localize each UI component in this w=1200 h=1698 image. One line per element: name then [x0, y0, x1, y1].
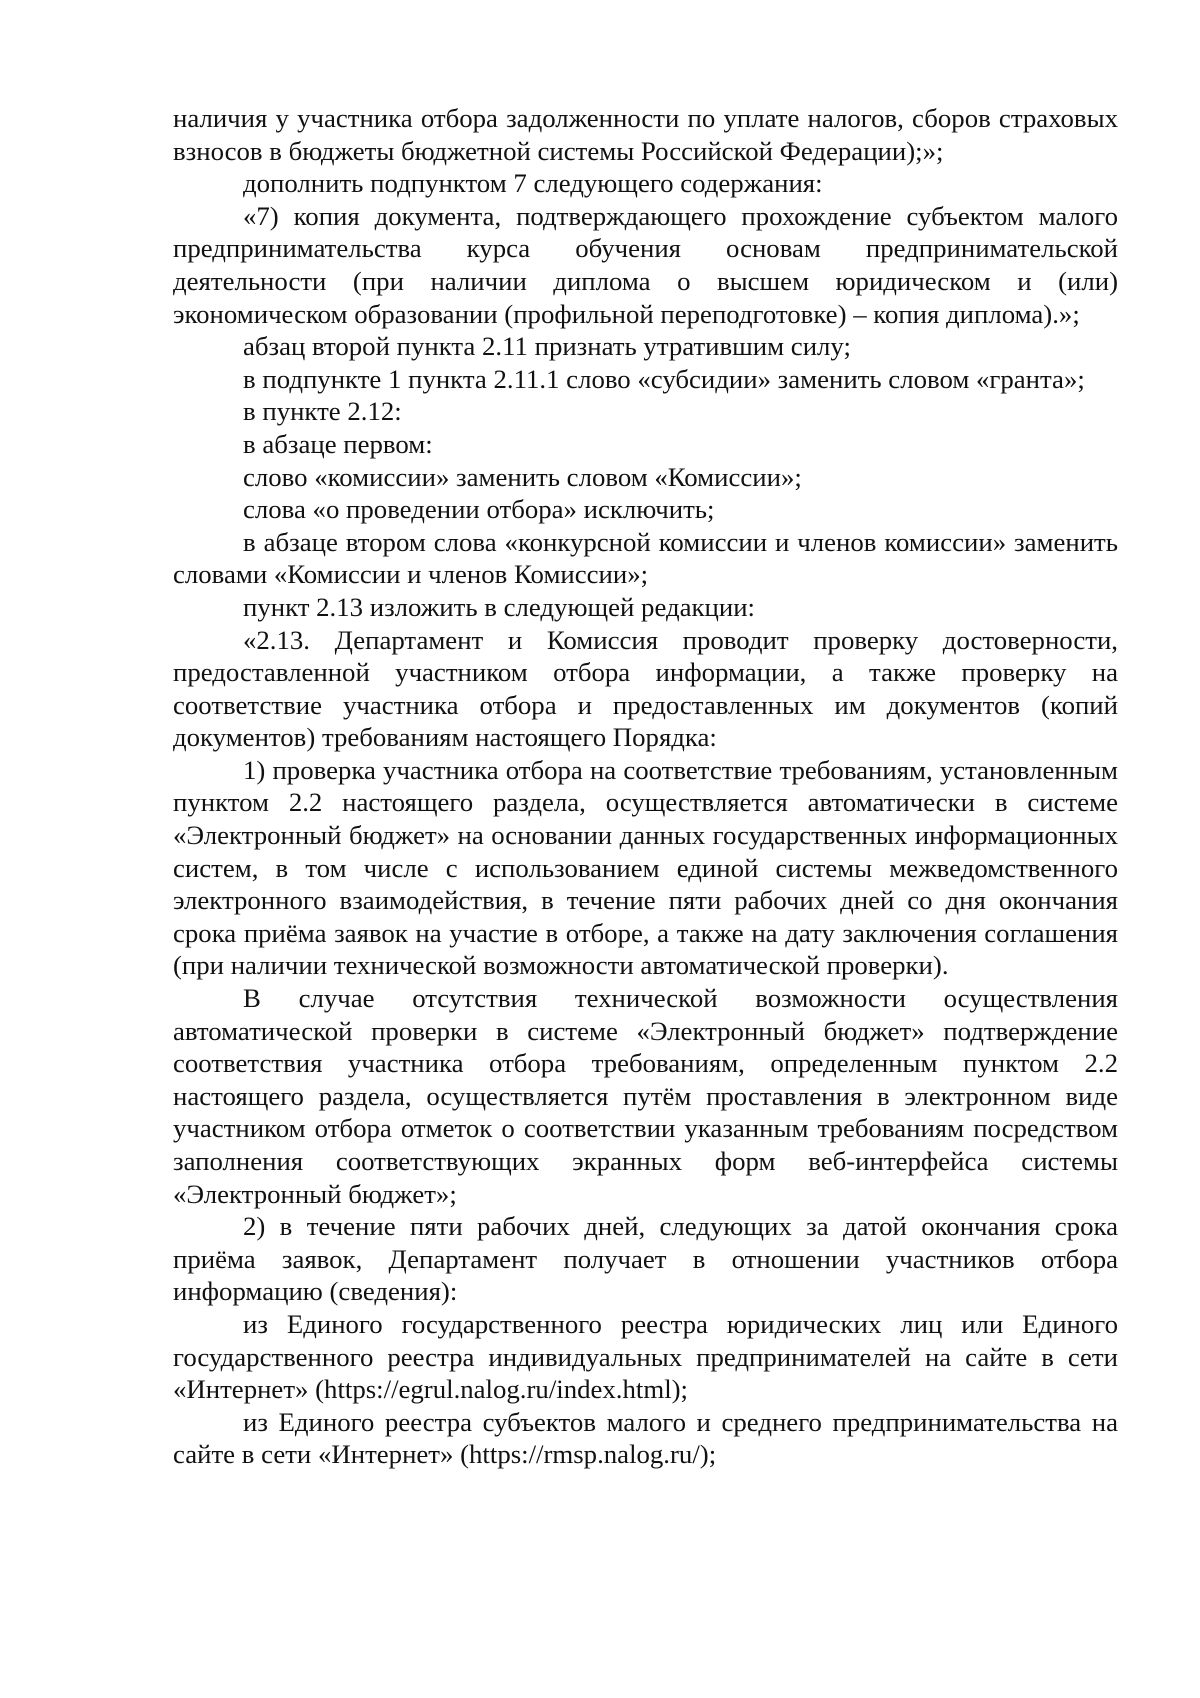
paragraph-replace-komissii: слово «комиссии» заменить словом «Комиссии»; [243, 461, 802, 492]
paragraph-item-2-13-new-wording: пункт 2.13 изложить в следующей редакции: [243, 591, 755, 622]
paragraph-second-abzac: в абзаце втором слова «конкурсной комиссии и членов комиссии» заменить словами «Комиссии и членов Комиссии»; [173, 526, 1118, 590]
paragraph-no-technical-possibility: В случае отсутствия технической возможности осуществления автоматической проверки в системе «Электронный бюджет» подтверждение соответствия участника отбора требованиям, определенным пунктом 2.2 настоящего раздела, осуществляется путём проставления в электронном виде участником отбора отметок о соответствии указанным требованиям посредством заполнения соответствующих экранных форм веб-интерфейса системы «Электронный бюджет»; [173, 983, 1118, 1209]
paragraph-rmsp-source: из Единого реестра субъектов малого и среднего предпринимательства на сайте в сети «Интернет» (https://rmsp.nalog.ru/); [173, 1406, 1118, 1470]
paragraph-subitem-7-text: «7) копия документа, подтверждающего прохождение субъектом малого предпринимательства курса обучения основам предпринимательской деятельности (при наличии диплома о высшем юридическом и (или) экономическом образовании (профильной переподготовке) – копия диплома).»; [173, 200, 1118, 329]
paragraph-item-2-13-text: «2.13. Департамент и Комиссия проводит проверку достоверности, предоставленной участником отбора информации, а также проверку на соответствие участника отбора и предоставленных им документов (копий документов) требованиям настоящего Порядка: [173, 624, 1118, 753]
paragraph-add-subitem-7: дополнить подпунктом 7 следующего содержания: [243, 168, 823, 199]
paragraph-egrul-source: из Единого государственного реестра юридических лиц или Единого государственного реестра индивидуальных предпринимателей на сайте в сети «Интернет» (https://egrul.nalog.ru/index.html); [173, 1308, 1118, 1405]
paragraph-item-2-12-heading: в пункте 2.12: [243, 396, 402, 427]
paragraph-item-2-11-1-replace: в подпункте 1 пункта 2.11.1 слово «субсидии» заменить словом «гранта»; [243, 363, 1085, 394]
paragraph-check-2: 2) в течение пяти рабочих дней, следующих за датой окончания срока приёма заявок, Департамент получает в отношении участников отбора информацию (сведения): [173, 1211, 1118, 1307]
document-page [173, 102, 1118, 1471]
paragraph-item-2-11-repeal: абзац второй пункта 2.11 признать утратившим силу; [243, 331, 851, 362]
paragraph-debt-clause-end: наличия у участника отбора задолженности по уплате налогов, сборов страховых взносов в бюджеты бюджетной системы Российской Федерации);»; [173, 103, 1118, 166]
paragraph-check-1: 1) проверка участника отбора на соответствие требованиям, установленным пунктом 2.2 настоящего раздела, осуществляется автоматически в системе «Электронный бюджет» на основании данных государственных информационных систем, в том числе с использованием единой системы межведомственного электронного взаимодействия, в течение пяти рабочих дней со дня окончания срока приёма заявок на участие в отборе, а также на дату заключения соглашения (при наличии технической возможности автоматической проверки). [173, 754, 1118, 981]
paragraph-exclude-words: слова «о проведении отбора» исключить; [243, 494, 715, 525]
paragraph-first-abzac: в абзаце первом: [243, 428, 433, 459]
